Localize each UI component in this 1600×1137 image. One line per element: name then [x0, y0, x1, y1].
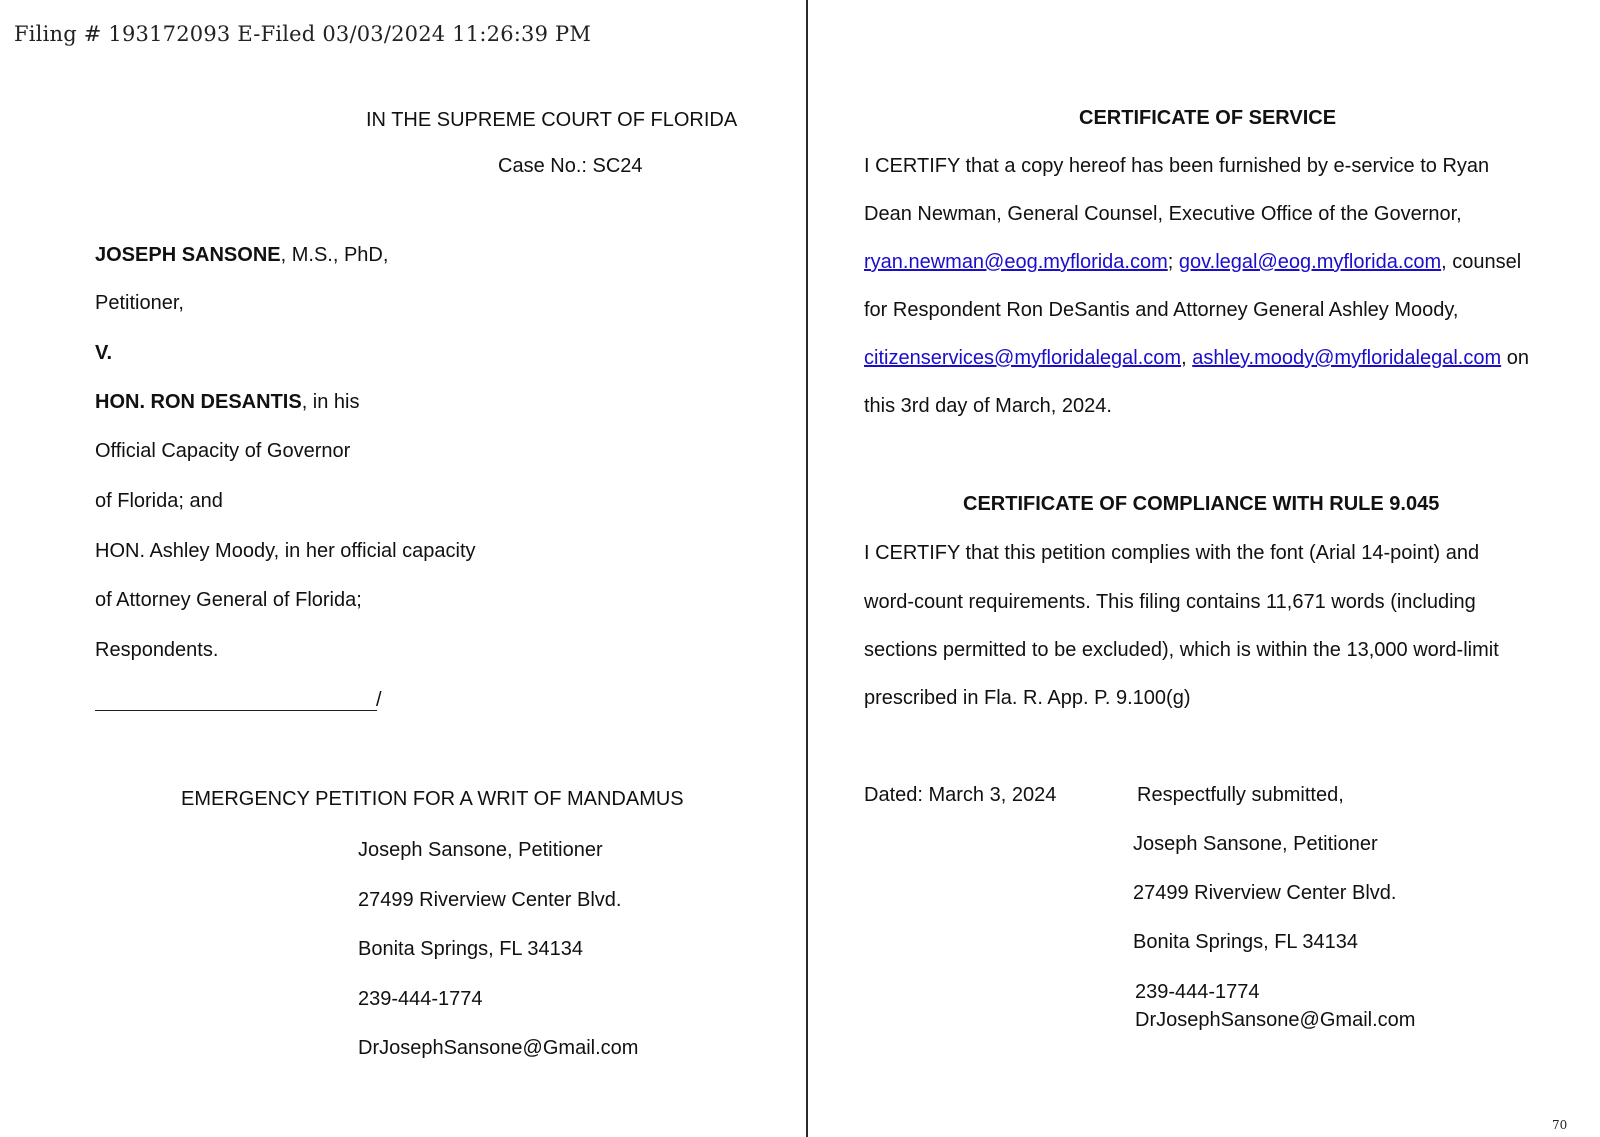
right-signature-address1: 27499 Riverview Center Blvd. — [1133, 882, 1397, 904]
page-divider — [806, 0, 808, 1137]
court-heading: IN THE SUPREME COURT OF FLORIDA — [366, 109, 738, 131]
right-signature-name: Joseph Sansone, Petitioner — [1133, 833, 1378, 855]
service-line5-tail: on — [1506, 347, 1529, 369]
left-signature-name: Joseph Sansone, Petitioner — [358, 839, 603, 861]
case-number: Case No.: SC24 — [498, 155, 643, 177]
dated-line: Dated: March 3, 2024 — [864, 784, 1057, 806]
respondent2-line2: of Attorney General of Florida; — [95, 589, 362, 611]
petitioner-line — [95, 243, 388, 267]
respondents-role: Respondents. — [95, 639, 219, 661]
email-link-moody[interactable]: ashley.moody@myfloridalegal.com — [1192, 347, 1502, 369]
signature-rule — [95, 710, 377, 711]
service-line4: for Respondent Ron DeSantis and Attorney General Ashley Moody, — [864, 299, 1459, 321]
respectfully-submitted: Respectfully submitted, — [1137, 784, 1344, 806]
left-signature-address2: Bonita Springs, FL 34134 — [358, 938, 583, 960]
respondent1-line — [95, 390, 360, 414]
respondent2-line1: HON. Ashley Moody, in her official capacity — [95, 540, 476, 562]
right-signature-phone: 239-444-1774 — [1135, 981, 1260, 1003]
left-signature-address1: 27499 Riverview Center Blvd. — [358, 889, 622, 911]
left-signature-email: DrJosephSansone@Gmail.com — [358, 1037, 639, 1059]
service-sep-semicolon: ; — [1167, 251, 1174, 273]
right-signature-address2: Bonita Springs, FL 34134 — [1133, 931, 1358, 953]
rule-slash: / — [376, 689, 382, 711]
respondent1-capacity: Official Capacity of Governor — [95, 440, 351, 462]
compliance-line2: word-count requirements. This filing contains 11,671 words (including — [864, 591, 1476, 613]
compliance-line4: prescribed in Fla. R. App. P. 9.100(g) — [864, 687, 1191, 709]
service-line5 — [864, 346, 1529, 370]
respondent1-state: of Florida; and — [95, 490, 223, 512]
petitioner-role: Petitioner, — [95, 292, 184, 314]
email-link-newman[interactable]: ryan.newman@eog.myflorida.com — [864, 251, 1168, 273]
service-line3 — [864, 250, 1521, 274]
petitioner-degrees: , M.S., PhD, — [280, 244, 389, 266]
service-heading: CERTIFICATE OF SERVICE — [1079, 107, 1337, 129]
compliance-line3: sections permitted to be excluded), which is within the 13,000 word-limit — [864, 639, 1499, 661]
right-signature-email: DrJosephSansone@Gmail.com — [1135, 1009, 1416, 1031]
filing-stamp: Filing # 193172093 E-Filed 03/03/2024 11:26:39 PM — [14, 22, 592, 46]
compliance-line1: I CERTIFY that this petition complies with the font (Arial 14-point) and — [864, 542, 1480, 564]
respondent1-suffix: , in his — [301, 391, 360, 413]
email-link-gov-legal[interactable]: gov.legal@eog.myflorida.com — [1178, 251, 1442, 273]
service-sep-comma: , — [1181, 347, 1187, 369]
service-line1: I CERTIFY that a copy hereof has been furnished by e-service to Ryan — [864, 155, 1490, 177]
email-link-citizen-services[interactable]: citizenservices@myfloridalegal.com — [864, 347, 1182, 369]
respondent1-name: HON. RON DESANTIS — [95, 391, 302, 413]
service-line2: Dean Newman, General Counsel, Executive Office of the Governor, — [864, 203, 1462, 225]
service-line6: this 3rd day of March, 2024. — [864, 395, 1112, 417]
compliance-heading: CERTIFICATE OF COMPLIANCE WITH RULE 9.045 — [963, 493, 1440, 515]
service-line3-tail: , counsel — [1441, 251, 1522, 273]
petition-title: EMERGENCY PETITION FOR A WRIT OF MANDAMUS — [181, 788, 684, 810]
versus-label: V. — [95, 342, 113, 364]
left-signature-phone: 239-444-1774 — [358, 988, 483, 1010]
page-number: 70 — [1552, 1118, 1568, 1132]
petitioner-name: JOSEPH SANSONE — [95, 244, 281, 266]
